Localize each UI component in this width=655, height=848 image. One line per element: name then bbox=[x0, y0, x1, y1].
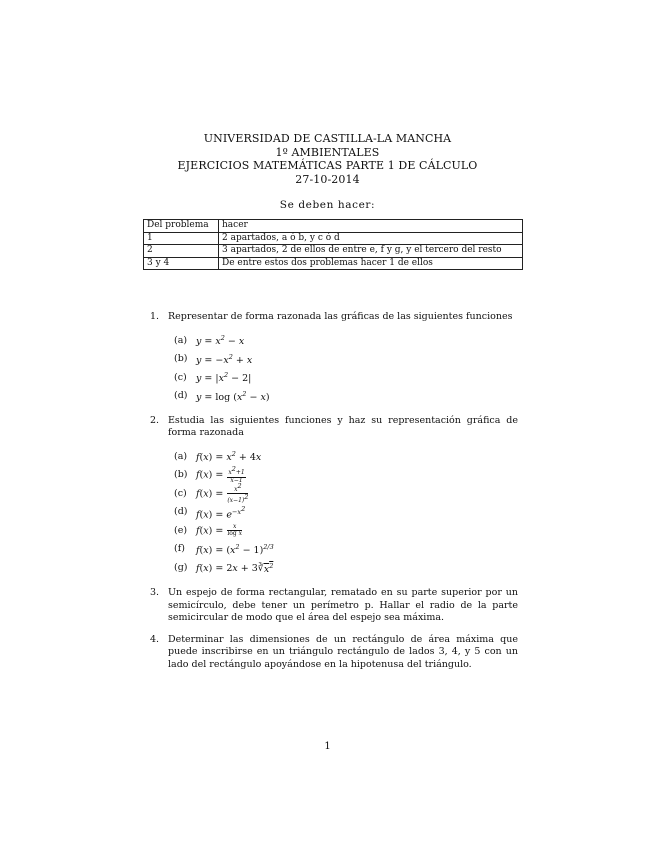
item-formula: $y = x^2 - x$ bbox=[196, 334, 245, 348]
item-label: (b) bbox=[174, 469, 188, 480]
exercise-number: 4. bbox=[150, 633, 160, 645]
instructions-heading: Se deben hacer: bbox=[279, 199, 376, 211]
table-row bbox=[144, 245, 523, 258]
exercise-number: 3. bbox=[150, 587, 160, 598]
table-cell: 2 apartados, a ó b, y c ó d bbox=[219, 232, 523, 245]
exercise-number: 2. bbox=[150, 414, 160, 426]
item-formula: $y = |x^2 - 2|$ bbox=[196, 371, 252, 385]
item-label: (b) bbox=[174, 353, 188, 364]
exercise-item bbox=[174, 350, 518, 369]
exercise-2 bbox=[150, 415, 518, 578]
exercise-item bbox=[174, 503, 518, 522]
exercise-text: Determinar las dimensiones de un rectángulo de área máxima que puede inscribirse en un triángulo rectángulo de lados 3, 4, y 5 con un lado del rectángulo apoyándose en la hipotenusa del triángulo. bbox=[168, 633, 518, 670]
document-header bbox=[0, 132, 655, 186]
exercise-item bbox=[174, 522, 518, 541]
exercise-text: Representar de forma razonada las gráficas de las siguientes funciones bbox=[168, 311, 513, 322]
exercise-item bbox=[174, 540, 518, 559]
item-label: (a) bbox=[174, 334, 188, 346]
table-header-row bbox=[144, 220, 523, 233]
table-cell: De entre estos dos problemas hacer 1 de ellos bbox=[219, 257, 523, 270]
course-name: 1º AMBIENTALES bbox=[275, 145, 380, 159]
item-formula: f(x) = $\frac{x}{\text{log x}}$ bbox=[196, 522, 242, 538]
item-formula: f(x) = $\frac{x^2+1}{x-1}$ bbox=[196, 465, 245, 484]
document-title: EJERCICIOS MATEMÁTICAS PARTE 1 DE CÁLCULO bbox=[177, 159, 478, 172]
item-formula: $f(x) = (x^2 - 1)^{2/3}$ bbox=[196, 542, 274, 557]
exercise-item bbox=[174, 448, 518, 467]
exercise-items bbox=[168, 332, 518, 406]
item-formula: $f(x) = e^{-x^2}$ bbox=[196, 504, 246, 521]
page-number: 1 bbox=[324, 741, 331, 752]
table-header-cell: Del problema bbox=[144, 220, 219, 233]
exercise-1 bbox=[150, 311, 518, 406]
exercise-item bbox=[174, 481, 518, 505]
item-label: (f) bbox=[174, 543, 185, 554]
item-label: (g) bbox=[174, 561, 188, 573]
exercise-number: 1. bbox=[150, 311, 160, 322]
table-cell: 3 y 4 bbox=[144, 257, 219, 270]
table-cell: 3 apartados, 2 de ellos de entre e, f y g, y el tercero del resto bbox=[219, 245, 523, 258]
item-formula: $y = \log (x^2 - x)$ bbox=[196, 389, 270, 404]
item-formula: $y = -x^2 + x$ bbox=[196, 352, 253, 367]
table-header-cell: hacer bbox=[219, 220, 523, 233]
item-formula: $f(x) = x^2 + 4x$ bbox=[196, 450, 262, 464]
exercise-text: Un espejo de forma rectangular, rematado en su parte superior por un semicírculo, debe tener un perímetro p. Hallar el radio de la parte semicircular de modo que el área del espejo sea máxima. bbox=[168, 587, 518, 623]
document-date: 27-10-2014 bbox=[295, 172, 360, 186]
exercise-item bbox=[174, 369, 518, 388]
assignment-table bbox=[143, 219, 523, 270]
item-label: (d) bbox=[174, 506, 188, 517]
table-row bbox=[144, 257, 523, 270]
exercise-list bbox=[150, 311, 518, 671]
exercise-text: Estudia las siguientes funciones y haz su representación gráfica de forma razonada bbox=[168, 414, 518, 438]
exercise-4 bbox=[150, 634, 518, 672]
exercise-item bbox=[174, 559, 518, 578]
table-cell: 2 bbox=[144, 245, 219, 258]
item-label: (d) bbox=[174, 390, 188, 401]
item-label: (e) bbox=[174, 524, 188, 536]
exercise-items bbox=[168, 448, 518, 578]
item-label: (c) bbox=[174, 487, 187, 499]
exercise-item bbox=[174, 387, 518, 406]
item-formula: $f(x) = 2x + 3∛x^2$ bbox=[196, 561, 274, 575]
university-name: UNIVERSIDAD DE CASTILLA-LA MANCHA bbox=[203, 132, 452, 145]
exercise-item bbox=[174, 332, 518, 351]
table-row bbox=[144, 232, 523, 245]
exercise-item bbox=[174, 466, 518, 485]
item-label: (a) bbox=[174, 450, 188, 462]
item-label: (c) bbox=[174, 371, 187, 383]
item-formula: f(x) = $\frac{x^2}{(x-1)^2}$ bbox=[196, 481, 249, 505]
exercise-3 bbox=[150, 587, 518, 625]
table-cell: 1 bbox=[144, 232, 219, 245]
